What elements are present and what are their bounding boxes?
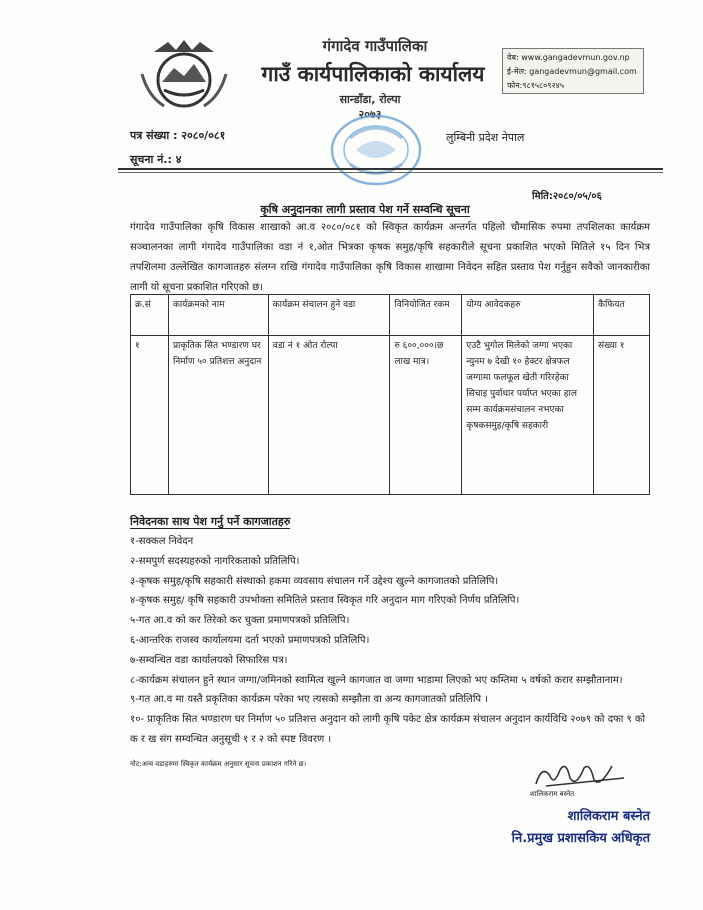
org-name: गंगादेव गाउँपालिका	[322, 37, 428, 55]
province-name: लुम्बिनी प्रदेश नेपाल	[446, 131, 525, 144]
table-cell: संख्या १	[594, 336, 650, 495]
signature-icon	[528, 758, 638, 792]
notice-body: गंगादेव गाउँपालिका कृषि विकास शाखाको आ.व २०८०/०८१ को स्विकृत कार्यक्रम अन्तर्गत पहिलो चौमासिक रुपमा तपशिलका कार्यक्रम सञ्चालनका लागी गंगादेव गाउँपालिका वडा नं १,ओत भित्रका कृषक समुह/कृषि सहकारीले सूचना प्रकाशित भएको मितिले १५ दिन भित्र तपशिलमा उल्लेखित कागजातहरु संलग्न राखि गंगादेव गाउँपालिका कृषि विकास शाखामा निवेदन सहित प्रस्ताव पेश गर्नुहुन सवैको जानकारीका लागी यो सूचना प्रकाशित गरिएको छ।	[130, 222, 650, 293]
list-item: ८-कार्यक्रम संचालन हुने स्थान जग्गा/जमिनको स्वामित्व खुल्ने कागजात वा जग्गा भाडामा लिएको भए कम्तिमा ५ वर्षको करार सम्झौतानाम।	[130, 674, 623, 686]
table-cell: प्राकृतिक सित भण्डारण घर निर्माण ५० प्रतिशत्त अनुदान	[168, 336, 268, 495]
table-header-cell: क्र.सं	[131, 295, 169, 336]
signature-caption: शालिकराम बस्नेत	[530, 790, 575, 798]
municipality-emblem-icon	[134, 34, 234, 114]
documents-heading-text: निवेदनका साथ पेश गर्नु पर्ने कागजातहरु	[130, 515, 291, 528]
table-header-cell: विनियोजित रकम	[390, 295, 462, 336]
header-divider-thin	[118, 172, 663, 173]
list-item: १०- प्राकृतिक सित भण्डारण घर निर्माण ५० प्रतिशत्त अनुदान को लागी कृषि पकेट क्षेत्र कार्यक्रम संचालन अनुदान कार्यविधि २०७९ को दफा ९ को क र ख संग सम्वन्धित अनुसूची १ र २ को स्पष्ट विवरण ।	[130, 714, 646, 745]
contact-box	[502, 48, 644, 94]
list-item: ९-गत आ.व मा यस्तै प्रकृतिका कार्यक्रम परेका भए त्यसको सम्झौता वा अन्य कागजातको प्रतिलिपि ।	[130, 694, 489, 706]
official-stamp-icon	[326, 110, 426, 190]
table-cell: वडा नं १ ओत रोल्पा	[268, 336, 390, 495]
table-header-cell: कैफियत	[594, 295, 650, 336]
list-item: ६-आन्तरिक राजस्व कार्यालयमा दर्ता भएको प्रमाणपत्रको प्रतिलिपि।	[130, 634, 370, 646]
table-row	[131, 336, 650, 495]
list-item: २-समपुर्ण सदस्यहरुको नागरिकताको प्रतिलिपि।	[130, 555, 300, 567]
list-item: ५-गत आ.व को कर तिरेको कर चुक्ता प्रमाणपत्रको प्रतिलिपि।	[130, 615, 350, 627]
table-header-cell: योग्य आवेदकहरु	[462, 295, 594, 336]
notice-number: सूचना नं.: ४	[130, 153, 182, 166]
established-year: २०७३	[358, 108, 382, 121]
subject-text: कृषि अनुदानका लागी प्रस्ताव पेश गर्ने सम्वन्धि सूचना	[260, 203, 470, 216]
header-divider	[118, 168, 663, 170]
documents-heading	[130, 514, 290, 529]
contact-phone: फोन:९८१५८०९२४५	[507, 81, 564, 90]
signer-title: नि.प्रमुख प्रशासकिय अधिकृत	[511, 831, 650, 846]
program-table	[130, 294, 650, 495]
list-item: ३-कृषक समुह/कृषि सहकारी संस्थाको हकमा व्यवसाय संचालन गर्ने उद्देश्य खुल्ने कागजातको प्रतिलिपि।	[130, 575, 499, 587]
table-cell: रु ६००,०००।छ लाख मात्र।	[390, 336, 462, 495]
notice-date: मिति:२०८०/०५/०६	[532, 191, 602, 202]
list-item: १-सक्कल निवेदन	[130, 536, 194, 547]
list-item: ४-कृषक समुह/ कृषि सहकारी उपभोक्ता समितिले प्रस्ताव स्विकृत गरि अनुदान माग गरिएको निर्णय प्रतिलिपि।	[130, 595, 520, 607]
footnote: नोट:अन्य वडाहरुमा स्विकृत कार्यक्रम अनुसार सूचना प्रकाशन गरिने छ।	[130, 760, 307, 768]
table-cell: एउटै भुगोल मिलेको जग्गा भएका न्युनम ७ देखी १० हेक्टर क्षेत्रफल जग्गामा फलफूल खेती गरिरहेका सिचाइ पुर्वाधार पर्याप्त भएका हाल सम्म कार्यक्रमसंचालन नभएका कृषकसमुह/कृषि सहकारी	[462, 336, 594, 495]
notice-subject	[130, 202, 600, 217]
table-header-cell: कार्यक्रमको नाम	[168, 295, 268, 336]
contact-email: ई-मेल: gangadevmun@gmail.com	[507, 67, 637, 76]
table-header-row	[131, 295, 650, 336]
documents-list	[130, 532, 655, 750]
address-text: सान्डाँडा, रोल्पा	[339, 93, 401, 106]
reference-number: पत्र संख्या : २०८०/०८१	[130, 129, 226, 142]
list-item: ७-सम्वन्धित वडा कार्यालयको सिफारिस पत्र।	[130, 654, 288, 666]
contact-web: वेब: www.gangadevmun.gov.np	[507, 53, 630, 62]
table-cell: १	[131, 336, 169, 495]
office-name: गाउँ कार्यपालिकाको कार्यालय	[261, 62, 485, 86]
signer-name: शालिकराम बस्नेत	[567, 809, 650, 824]
table-header-cell: कार्यक्रम संचालन हुने वडा	[268, 295, 390, 336]
